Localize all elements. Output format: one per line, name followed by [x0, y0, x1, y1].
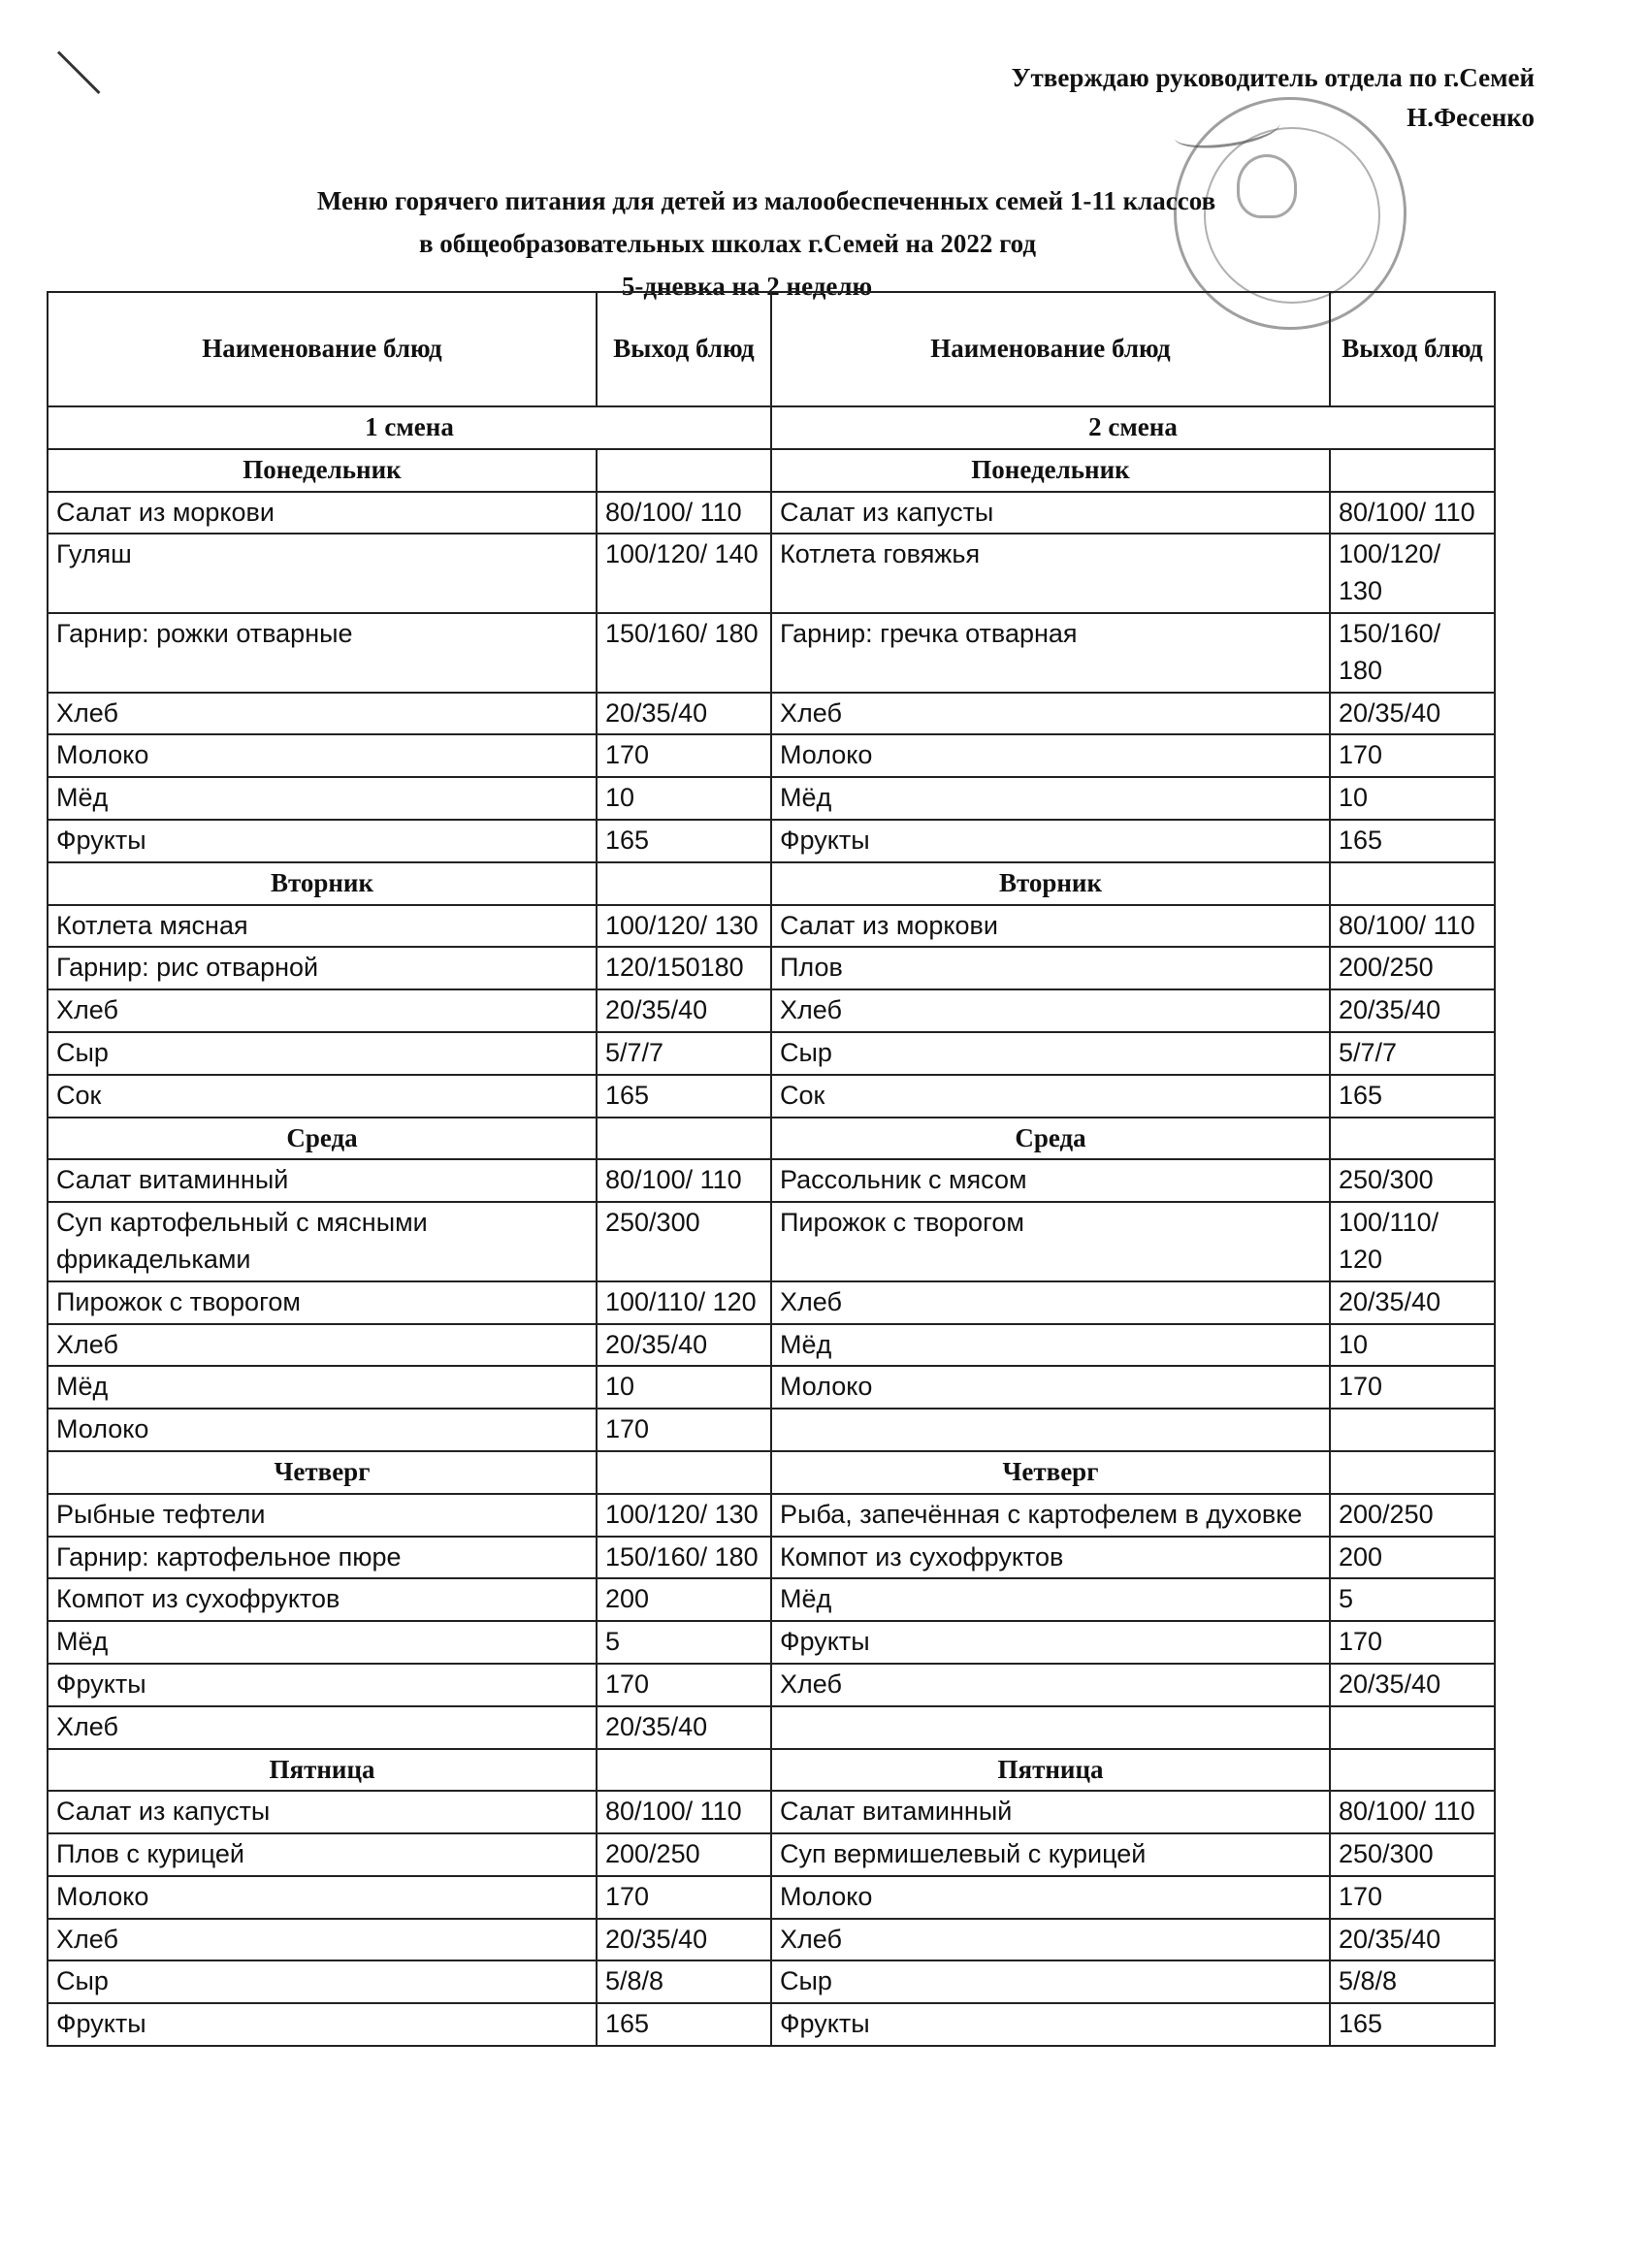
dish-second-shift	[771, 1706, 1330, 1749]
yield-first-shift: 20/35/40	[597, 693, 771, 735]
dish-first-shift: Молоко	[48, 1409, 597, 1451]
dish-first-shift: Гарнир: рожки отварные	[48, 613, 597, 693]
empty-cell	[597, 1118, 771, 1160]
day-name-first: Вторник	[48, 862, 597, 905]
dish-first-shift: Мёд	[48, 1366, 597, 1409]
dish-first-shift: Молоко	[48, 1876, 597, 1919]
dish-first-shift: Хлеб	[48, 989, 597, 1032]
table-row	[48, 2003, 1495, 2046]
empty-cell	[1330, 1118, 1495, 1160]
yield-second-shift: 200/250	[1330, 1494, 1495, 1537]
table-row	[48, 1537, 1495, 1579]
approval-line: Утверждаю руководитель отдела по г.Семей	[1011, 63, 1535, 92]
yield-second-shift: 5	[1330, 1578, 1495, 1621]
shift-row	[48, 406, 1495, 449]
dish-first-shift: Хлеб	[48, 1919, 597, 1961]
dish-first-shift: Котлета мясная	[48, 905, 597, 948]
dish-first-shift: Пирожок с творогом	[48, 1281, 597, 1324]
header-yield-1: Выход блюд	[597, 292, 771, 406]
yield-second-shift: 100/110/ 120	[1330, 1202, 1495, 1281]
scan-mark	[57, 50, 101, 94]
shift-2: 2 смена	[771, 406, 1495, 449]
dish-second-shift: Мёд	[771, 1324, 1330, 1367]
empty-cell	[597, 1749, 771, 1792]
yield-first-shift: 150/160/ 180	[597, 613, 771, 693]
dish-second-shift: Салат витаминный	[771, 1791, 1330, 1833]
day-name-second: Вторник	[771, 862, 1330, 905]
yield-second-shift: 170	[1330, 1621, 1495, 1664]
dish-first-shift: Мёд	[48, 1621, 597, 1664]
dish-second-shift: Мёд	[771, 777, 1330, 820]
dish-first-shift: Молоко	[48, 734, 597, 777]
dish-second-shift: Молоко	[771, 1876, 1330, 1919]
day-name-second: Четверг	[771, 1451, 1330, 1494]
yield-first-shift: 80/100/ 110	[597, 1791, 771, 1833]
dish-first-shift: Сыр	[48, 1032, 597, 1075]
table-row	[48, 1706, 1495, 1749]
yield-first-shift: 5/7/7	[597, 1032, 771, 1075]
yield-second-shift: 20/35/40	[1330, 1281, 1495, 1324]
dish-second-shift: Салат из капусты	[771, 492, 1330, 535]
approval-name: Н.Фесенко	[1406, 103, 1535, 132]
day-row	[48, 1451, 1495, 1494]
day-row	[48, 449, 1495, 492]
yield-second-shift: 170	[1330, 1876, 1495, 1919]
dish-second-shift: Хлеб	[771, 1281, 1330, 1324]
dish-second-shift: Хлеб	[771, 693, 1330, 735]
table-row	[48, 1075, 1495, 1118]
yield-second-shift: 20/35/40	[1330, 989, 1495, 1032]
empty-cell	[1330, 1749, 1495, 1792]
table-row	[48, 1919, 1495, 1961]
yield-second-shift: 200	[1330, 1537, 1495, 1579]
yield-first-shift: 120/150180	[597, 947, 771, 989]
dish-first-shift: Салат из капусты	[48, 1791, 597, 1833]
dish-second-shift: Молоко	[771, 1366, 1330, 1409]
yield-first-shift: 250/300	[597, 1202, 771, 1281]
yield-second-shift: 165	[1330, 1075, 1495, 1118]
table-row	[48, 1578, 1495, 1621]
dish-first-shift: Фрукты	[48, 2003, 597, 2046]
dish-second-shift: Хлеб	[771, 1664, 1330, 1706]
header-dish-1: Наименование блюд	[48, 292, 597, 406]
yield-first-shift: 170	[597, 1876, 771, 1919]
yield-first-shift: 80/100/ 110	[597, 1159, 771, 1202]
yield-second-shift: 80/100/ 110	[1330, 1791, 1495, 1833]
dish-second-shift: Молоко	[771, 734, 1330, 777]
yield-second-shift: 100/120/ 130	[1330, 534, 1495, 613]
menu-table	[47, 291, 1496, 2047]
day-name-first: Пятница	[48, 1749, 597, 1792]
table-row	[48, 1621, 1495, 1664]
yield-second-shift: 20/35/40	[1330, 1664, 1495, 1706]
dish-second-shift: Фрукты	[771, 2003, 1330, 2046]
yield-first-shift: 100/120/ 130	[597, 1494, 771, 1537]
yield-first-shift: 165	[597, 1075, 771, 1118]
yield-second-shift: 20/35/40	[1330, 1919, 1495, 1961]
empty-cell	[1330, 1451, 1495, 1494]
dish-first-shift: Хлеб	[48, 1324, 597, 1367]
table-row	[48, 1366, 1495, 1409]
table-row	[48, 1833, 1495, 1876]
dish-first-shift: Суп картофельный с мясными фрикадельками	[48, 1202, 597, 1281]
day-row	[48, 1118, 1495, 1160]
yield-first-shift: 20/35/40	[597, 1706, 771, 1749]
dish-first-shift: Гуляш	[48, 534, 597, 613]
yield-first-shift: 80/100/ 110	[597, 492, 771, 535]
yield-second-shift: 250/300	[1330, 1159, 1495, 1202]
yield-second-shift: 165	[1330, 2003, 1495, 2046]
table-row	[48, 820, 1495, 862]
table-row	[48, 693, 1495, 735]
yield-first-shift: 170	[597, 1409, 771, 1451]
title-line-1: Меню горячего питания для детей из малообеспеченных семей 1-11 классов	[316, 186, 1216, 215]
yield-first-shift: 200/250	[597, 1833, 771, 1876]
dish-second-shift: Хлеб	[771, 1919, 1330, 1961]
table-row	[48, 1791, 1495, 1833]
yield-second-shift: 170	[1330, 734, 1495, 777]
title-line-3: 5-дневка на 2 неделю	[621, 272, 873, 301]
day-name-first: Понедельник	[48, 449, 597, 492]
yield-first-shift: 5	[597, 1621, 771, 1664]
yield-second-shift: 20/35/40	[1330, 693, 1495, 735]
dish-second-shift: Фрукты	[771, 1621, 1330, 1664]
yield-first-shift: 165	[597, 820, 771, 862]
table-row	[48, 1324, 1495, 1367]
dish-first-shift: Гарнир: картофельное пюре	[48, 1537, 597, 1579]
dish-first-shift: Компот из сухофруктов	[48, 1578, 597, 1621]
day-name-second: Пятница	[771, 1749, 1330, 1792]
day-name-first: Четверг	[48, 1451, 597, 1494]
dish-first-shift: Сок	[48, 1075, 597, 1118]
table-row	[48, 1409, 1495, 1451]
table-row	[48, 1281, 1495, 1324]
shift-1: 1 смена	[48, 406, 771, 449]
yield-second-shift: 5/8/8	[1330, 1960, 1495, 2003]
empty-cell	[597, 1451, 771, 1494]
dish-second-shift: Рассольник с мясом	[771, 1159, 1330, 1202]
dish-first-shift: Салат из моркови	[48, 492, 597, 535]
dish-first-shift: Гарнир: рис отварной	[48, 947, 597, 989]
day-name-second: Понедельник	[771, 449, 1330, 492]
table-row	[48, 734, 1495, 777]
table-row	[48, 905, 1495, 948]
day-row	[48, 1749, 1495, 1792]
day-name-second: Среда	[771, 1118, 1330, 1160]
yield-second-shift: 170	[1330, 1366, 1495, 1409]
dish-second-shift: Хлеб	[771, 989, 1330, 1032]
table-row	[48, 534, 1495, 613]
yield-second-shift: 165	[1330, 820, 1495, 862]
dish-first-shift: Хлеб	[48, 1706, 597, 1749]
table-row	[48, 777, 1495, 820]
dish-first-shift: Салат витаминный	[48, 1159, 597, 1202]
header-dish-2: Наименование блюд	[771, 292, 1330, 406]
table-row	[48, 1494, 1495, 1537]
yield-first-shift: 100/120/ 130	[597, 905, 771, 948]
table-row	[48, 1202, 1495, 1281]
dish-second-shift: Мёд	[771, 1578, 1330, 1621]
dish-first-shift: Плов с курицей	[48, 1833, 597, 1876]
yield-second-shift: 10	[1330, 1324, 1495, 1367]
empty-cell	[1330, 862, 1495, 905]
yield-first-shift: 5/8/8	[597, 1960, 771, 2003]
yield-second-shift	[1330, 1409, 1495, 1451]
dish-second-shift: Компот из сухофруктов	[771, 1537, 1330, 1579]
table-row	[48, 1876, 1495, 1919]
dish-second-shift: Рыба, запечённая с картофелем в духовке	[771, 1494, 1330, 1537]
dish-second-shift: Плов	[771, 947, 1330, 989]
yield-first-shift: 10	[597, 1366, 771, 1409]
yield-second-shift	[1330, 1706, 1495, 1749]
dish-second-shift: Сыр	[771, 1032, 1330, 1075]
table-row	[48, 947, 1495, 989]
yield-first-shift: 200	[597, 1578, 771, 1621]
yield-first-shift: 10	[597, 777, 771, 820]
yield-first-shift: 20/35/40	[597, 1324, 771, 1367]
table-row	[48, 1032, 1495, 1075]
dish-first-shift: Мёд	[48, 777, 597, 820]
dish-second-shift: Салат из моркови	[771, 905, 1330, 948]
dish-first-shift: Сыр	[48, 1960, 597, 2003]
dish-second-shift: Пирожок с творогом	[771, 1202, 1330, 1281]
dish-second-shift: Котлета говяжья	[771, 534, 1330, 613]
dish-second-shift: Гарнир: гречка отварная	[771, 613, 1330, 693]
yield-first-shift: 20/35/40	[597, 1919, 771, 1961]
header-row	[48, 292, 1495, 406]
yield-second-shift: 200/250	[1330, 947, 1495, 989]
table-row	[48, 1664, 1495, 1706]
empty-cell	[597, 862, 771, 905]
empty-cell	[1330, 449, 1495, 492]
table-row	[48, 492, 1495, 535]
dish-second-shift	[771, 1409, 1330, 1451]
table-row	[48, 1159, 1495, 1202]
title-line-2: в общеобразовательных школах г.Семей на 2022 год	[418, 229, 1037, 258]
menu-body	[48, 449, 1495, 2046]
empty-cell	[597, 449, 771, 492]
dish-first-shift: Рыбные тефтели	[48, 1494, 597, 1537]
yield-first-shift: 165	[597, 2003, 771, 2046]
dish-second-shift: Фрукты	[771, 820, 1330, 862]
yield-second-shift: 250/300	[1330, 1833, 1495, 1876]
header-yield-2: Выход блюд	[1330, 292, 1495, 406]
dish-second-shift: Суп вермишелевый с курицей	[771, 1833, 1330, 1876]
yield-second-shift: 80/100/ 110	[1330, 492, 1495, 535]
yield-second-shift: 80/100/ 110	[1330, 905, 1495, 948]
yield-first-shift: 170	[597, 734, 771, 777]
table-row	[48, 989, 1495, 1032]
yield-first-shift: 20/35/40	[597, 989, 771, 1032]
day-row	[48, 862, 1495, 905]
yield-first-shift: 170	[597, 1664, 771, 1706]
yield-second-shift: 150/160/ 180	[1330, 613, 1495, 693]
dish-second-shift: Сыр	[771, 1960, 1330, 2003]
yield-first-shift: 100/120/ 140	[597, 534, 771, 613]
yield-second-shift: 5/7/7	[1330, 1032, 1495, 1075]
day-name-first: Среда	[48, 1118, 597, 1160]
table-row	[48, 613, 1495, 693]
yield-first-shift: 150/160/ 180	[597, 1537, 771, 1579]
yield-first-shift: 100/110/ 120	[597, 1281, 771, 1324]
dish-first-shift: Фрукты	[48, 1664, 597, 1706]
dish-first-shift: Хлеб	[48, 693, 597, 735]
dish-second-shift: Сок	[771, 1075, 1330, 1118]
yield-second-shift: 10	[1330, 777, 1495, 820]
table-row	[48, 1960, 1495, 2003]
dish-first-shift: Фрукты	[48, 820, 597, 862]
